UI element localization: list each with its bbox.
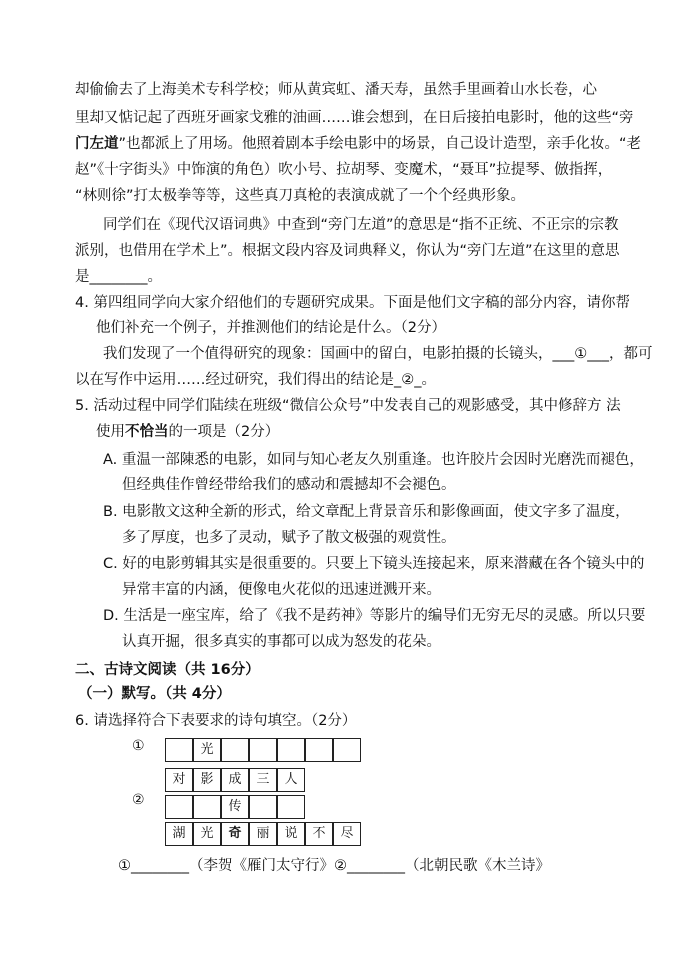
- grid-cell[interactable]: [249, 795, 277, 819]
- text-line: [75, 267, 162, 287]
- option-a[interactable]: A. 重温一部陳悉的电影，如同与知心老友久别重逢。也许胶片会因时光磨洗而褪色，: [103, 452, 644, 468]
- section-title: 二、古诗文阅读（共 16分）: [75, 662, 260, 678]
- text-line: [75, 134, 641, 154]
- text-span: 的一项是（2分）: [168, 424, 280, 440]
- text-span: 。: [147, 269, 162, 285]
- grid-cell: 人: [277, 768, 305, 792]
- answer-blank[interactable]: ________: [89, 269, 148, 285]
- answer-blank-1[interactable]: ___①___: [552, 346, 609, 362]
- grid-cell[interactable]: 光: [193, 738, 221, 762]
- text-span: ，都可: [609, 346, 653, 362]
- row-marker-2: ②: [132, 792, 145, 808]
- text-span: 我们发现了一个值得研究的现象：国画中的留白，电影拍摄的长镜头，: [103, 346, 553, 362]
- grid-cell: 丽: [249, 822, 277, 846]
- text-span: ”也都派上了用场。他照着剧本手绘电影中的场景，自己设计造型，亲手化妆。“老: [118, 136, 642, 152]
- question-6: 6. 请选择符合下表要求的诗句填空。（2分）: [75, 713, 357, 729]
- grid-cell[interactable]: [221, 738, 249, 762]
- grid-cell[interactable]: [165, 795, 193, 819]
- grid-cell[interactable]: [277, 795, 305, 819]
- grid-cell: 尽: [333, 822, 361, 846]
- subsection-title: （一）默写。（共 4分）: [78, 686, 231, 702]
- text-line: 里却又惦记起了西班牙画家戈雅的油画……谁会想到，在日后接拍电影时，他的这些“旁: [75, 110, 634, 126]
- option-d-cont: 认真开掘，很多真实的事都可以成为怒发的花朵。: [122, 634, 441, 650]
- grid-cell: 说: [277, 822, 305, 846]
- option-c-cont: 异常丰富的内涵，便像电火花似的迅速迸溅开来。: [122, 582, 441, 598]
- grid-cell: 三: [249, 768, 277, 792]
- option-d[interactable]: D. 生活是一座宝库，给了《我不是药神》等影片的编导们无穷无尽的灵感。所以只要: [103, 608, 646, 624]
- option-c[interactable]: C. 好的电影剪辑其实是很重要的。只要上下镜头连接起来，原来潜藏在各个镜头中的: [103, 556, 645, 572]
- grid-cell[interactable]: [249, 738, 277, 762]
- option-b[interactable]: B. 电影散文这种全新的形式，给文章配上背景音乐和影像画面，使文字多了温度，: [103, 504, 630, 520]
- text-line: 却偷偷去了上海美术专科学校；师从黄宾虹、潘天寿，虽然手里画着山水长卷，心: [75, 82, 597, 98]
- question-5: 5. 活动过程中同学们陆续在班级“微信公众号”中发表自己的观影感受，其中修辞方 法: [75, 398, 621, 414]
- text-line: 赵”《十字街头》中饰演的角色）吹小号、拉胡琴、变魔术，“聂耳”拉提琴、倣指挥，: [75, 162, 613, 178]
- grid-cell: 奇: [221, 822, 249, 846]
- option-b-cont: 多了厚度，也多了灵动，赋予了散文极强的观赏性。: [122, 530, 456, 546]
- text-line: [75, 370, 436, 390]
- question-4: 4. 第四组同学向大家介绍他们的专题研究成果。下面是他们文字稿的部分内容，请你帮: [75, 295, 630, 311]
- grid-cell: 不: [305, 822, 333, 846]
- text-span: 。: [421, 372, 436, 388]
- text-line: 同学们在《现代汉语词典》中查到“旁门左道”的意思是“指不正统、不正宗的宗教: [103, 217, 619, 233]
- text-line: 派别，也借用在学术上”。根据文段内容及词典释义，你认为“旁门左道”在这里的意思: [75, 243, 620, 259]
- text-span: 是: [75, 269, 90, 285]
- emphasis-term: 不恰当: [125, 424, 169, 440]
- grid-cell: 对: [165, 768, 193, 792]
- bold-term: 门左道: [75, 136, 119, 152]
- option-a-cont: 但经典佳作曾经带给我们的感动和震撼却不会褪色。: [122, 477, 456, 493]
- row-marker-1: ①: [132, 738, 145, 754]
- grid-cell[interactable]: [193, 795, 221, 819]
- grid-cell[interactable]: 传: [221, 795, 249, 819]
- grid-cell: 成: [221, 768, 249, 792]
- answer-line[interactable]: ①________（李贺《雁门太守行》②________（北朝民歌《木兰诗》: [118, 858, 550, 874]
- text-line: 他们补充一个例子，并推测他们的结论是什么。（2分）: [96, 320, 446, 336]
- text-span: 使用: [96, 424, 125, 440]
- grid-cell[interactable]: [305, 738, 333, 762]
- grid-cell[interactable]: [333, 738, 361, 762]
- text-span: 以在写作中运用……经过研究，我们得出的结论是: [75, 372, 394, 388]
- answer-blank-2[interactable]: _②_: [394, 372, 422, 388]
- text-line: [96, 422, 279, 442]
- grid-cell: 光: [193, 822, 221, 846]
- grid-cell: 湖: [165, 822, 193, 846]
- text-line: [103, 344, 653, 364]
- grid-cell: 影: [193, 768, 221, 792]
- grid-cell[interactable]: [165, 738, 193, 762]
- grid-cell[interactable]: [277, 738, 305, 762]
- text-line: “林则徐”打太极拳等等，这些真刀真枪的表演成就了一个个经典形象。: [75, 188, 526, 204]
